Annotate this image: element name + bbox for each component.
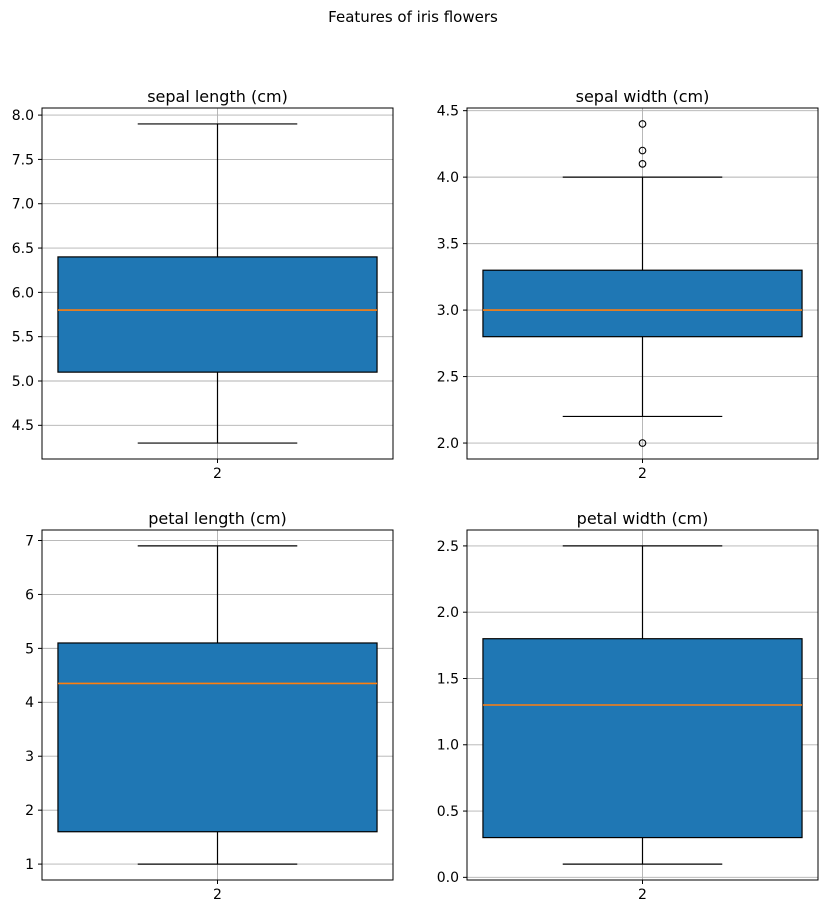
y-tick-label: 4.5 — [11, 418, 34, 435]
iqr-box — [58, 257, 377, 372]
y-tick-label: 8.0 — [11, 107, 34, 124]
iqr-box — [483, 639, 802, 838]
x-tick-label: 2 — [213, 887, 222, 903]
y-tick-label: 6 — [25, 587, 34, 604]
y-tick-label: 1.0 — [436, 737, 459, 754]
y-tick-label: 5.5 — [11, 329, 34, 346]
y-tick-label: 6.5 — [11, 240, 34, 257]
subplot-title: sepal width (cm) — [575, 87, 710, 106]
subplot-title: petal width (cm) — [576, 509, 709, 528]
y-tick-label: 6.0 — [11, 285, 34, 302]
x-tick-label: 2 — [213, 466, 222, 482]
y-tick-label: 0.5 — [436, 803, 459, 820]
subplot-title: petal length (cm) — [148, 509, 287, 528]
iqr-box — [483, 270, 802, 336]
y-tick-label: 7.5 — [11, 152, 34, 169]
y-tick-label: 3.0 — [436, 302, 459, 319]
y-tick-label: 5.0 — [11, 373, 34, 390]
x-tick-label: 2 — [638, 466, 647, 482]
y-tick-label: 7.0 — [11, 196, 34, 213]
y-tick-label: 2.0 — [436, 605, 459, 622]
subplot-petal-width-cm — [437, 509, 818, 903]
iqr-box — [58, 643, 377, 832]
subplot-title: sepal length (cm) — [147, 87, 288, 106]
subplot-sepal-width-cm — [437, 87, 818, 482]
subplot-petal-length-cm — [25, 509, 393, 903]
y-tick-label: 4.0 — [436, 170, 459, 187]
y-tick-label: 2.5 — [436, 369, 459, 386]
y-tick-label: 2 — [25, 803, 34, 820]
y-tick-label: 2.5 — [436, 538, 459, 555]
subplot-sepal-length-cm — [12, 87, 393, 482]
y-tick-label: 5 — [25, 641, 34, 658]
y-tick-label: 4.5 — [436, 103, 459, 120]
x-tick-label: 2 — [638, 887, 647, 903]
y-tick-label: 1.5 — [436, 671, 459, 688]
y-tick-label: 4 — [25, 695, 34, 712]
figure-suptitle: Features of iris flowers — [328, 8, 498, 26]
y-tick-label: 7 — [25, 533, 34, 550]
y-tick-label: 0.0 — [436, 870, 459, 887]
y-tick-label: 3.5 — [436, 236, 459, 253]
y-tick-label: 1 — [25, 856, 34, 873]
y-tick-label: 2.0 — [436, 435, 459, 452]
y-tick-label: 3 — [25, 749, 34, 766]
